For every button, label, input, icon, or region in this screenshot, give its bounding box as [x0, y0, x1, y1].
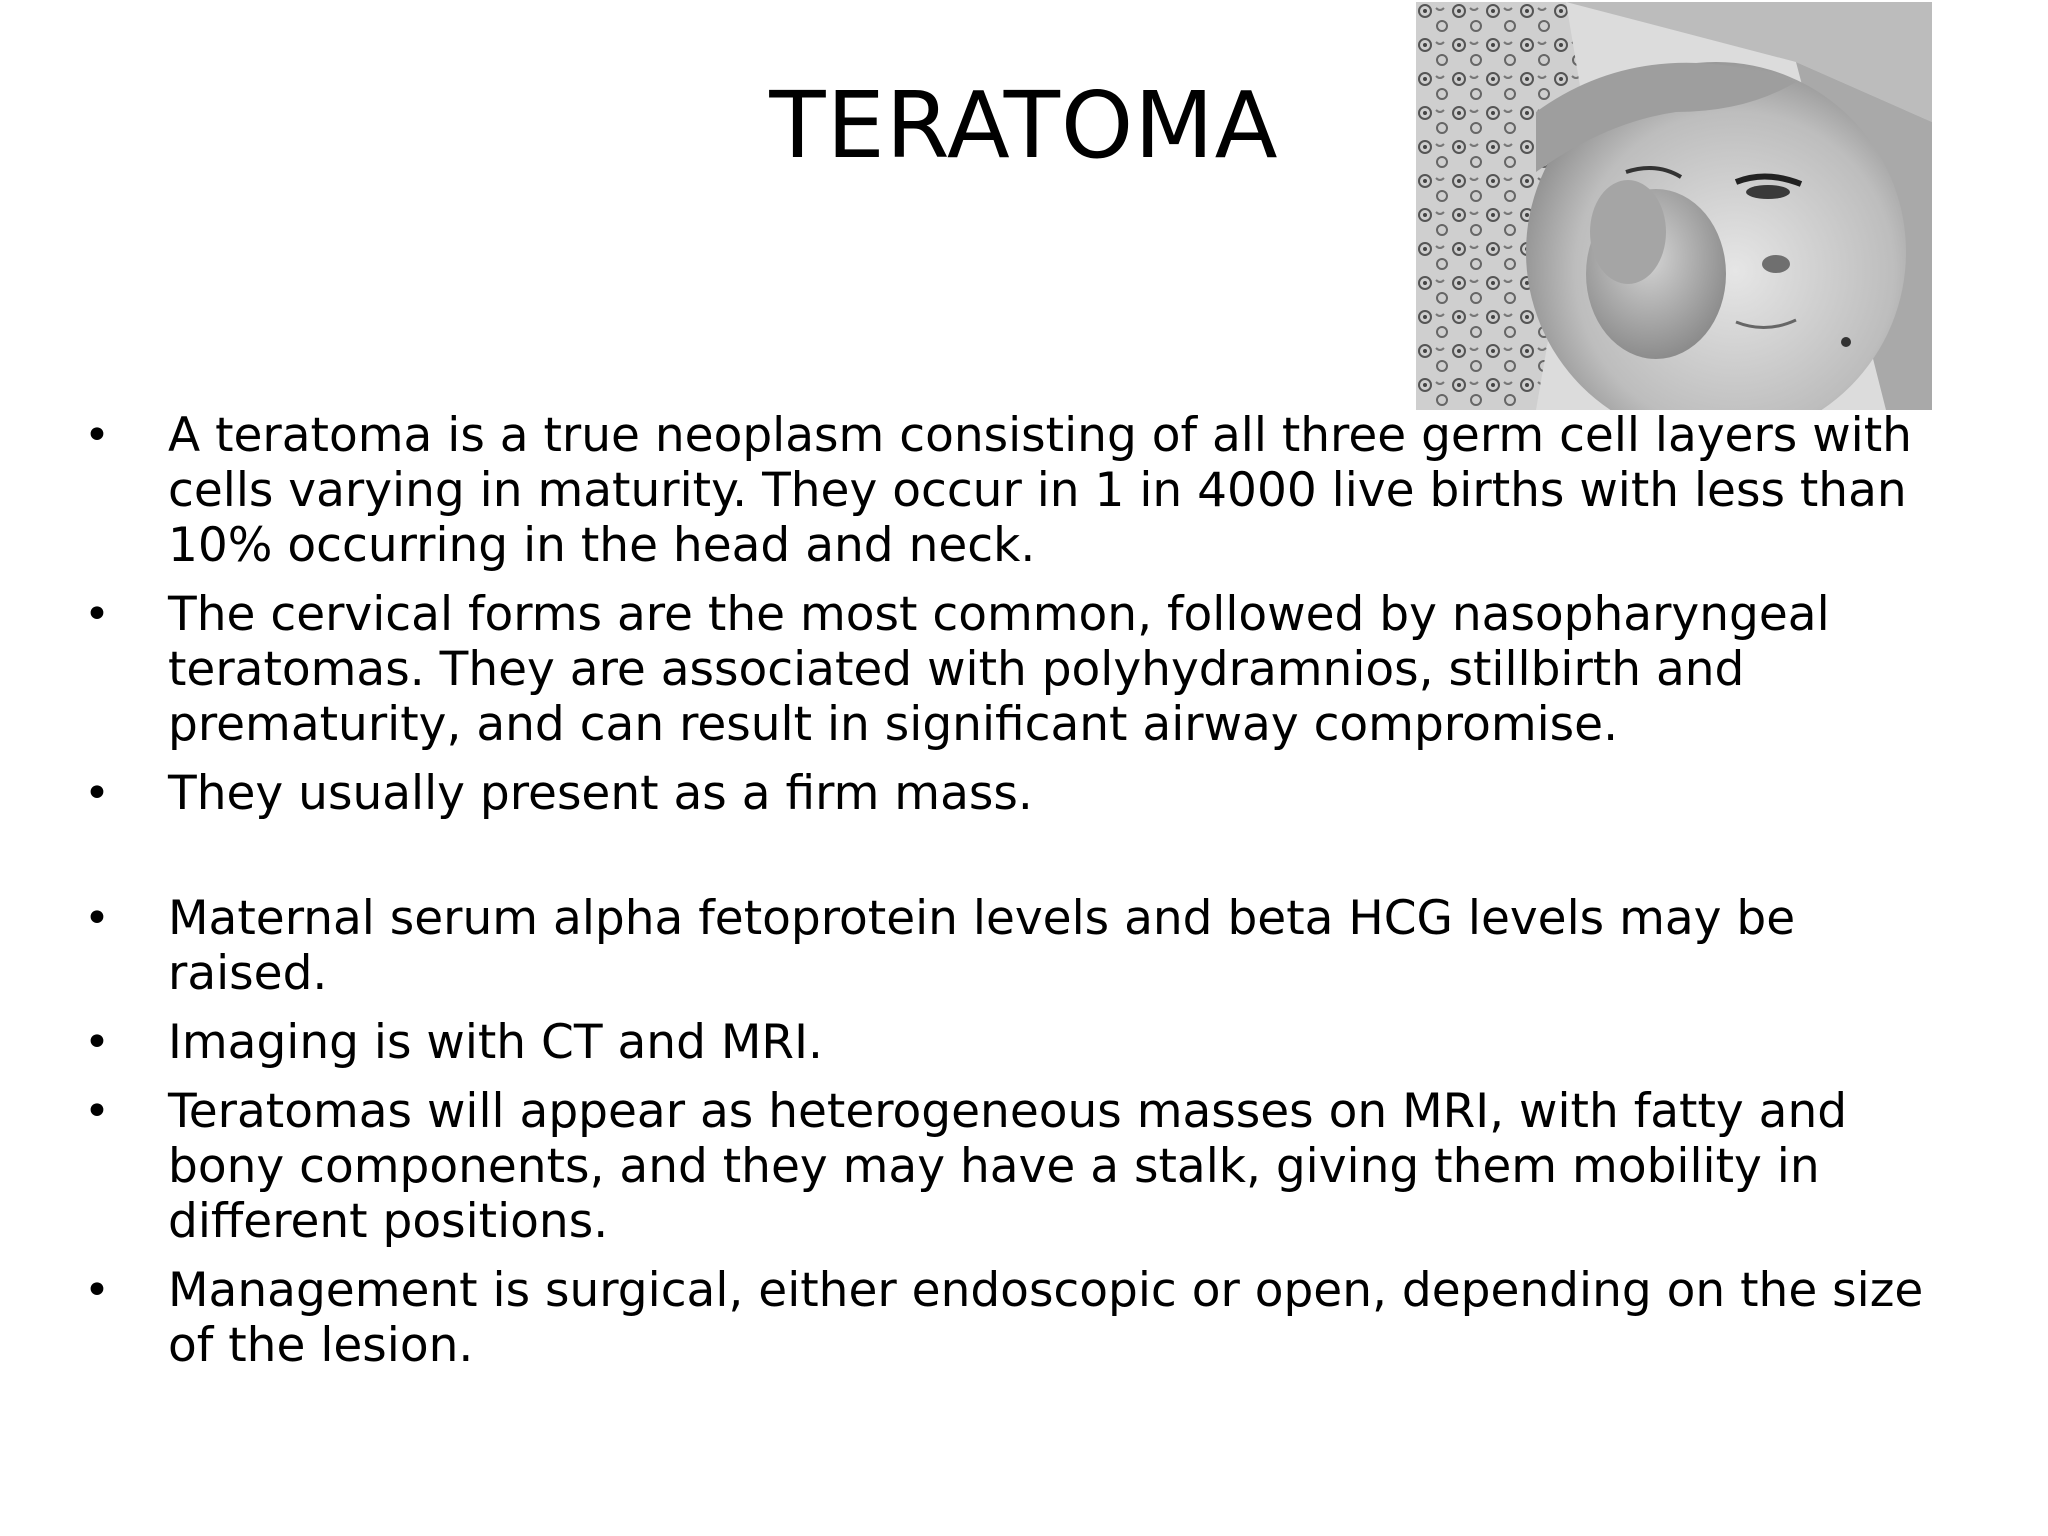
bullet-dot: •	[84, 768, 110, 819]
bullet-text: They usually present as a firm mass.	[168, 766, 1033, 821]
bullet-dot: •	[84, 893, 110, 944]
bullet-text: Imaging is with CT and MRI.	[168, 1015, 823, 1070]
bullet-text: Teratomas will appear as heterogeneous masses on MRI, with fatty and bony components, and they may have a stalk, giving them mobility in different positions.	[168, 1084, 1848, 1249]
bullet-dot: •	[84, 1265, 110, 1316]
bullet-text: The cervical forms are the most common, followed by nasopharyngeal teratomas. They are associated with polyhydramnios, stillbirth and prematurity, and can result in significant airway compromise.	[168, 587, 1830, 752]
list-item	[84, 891, 1964, 1001]
bullet-dot: •	[84, 1086, 110, 1137]
bullet-text: A teratoma is a true neoplasm consisting of all three germ cell layers with cells varying in maturity. They occur in 1 in 4000 live births with less than 10% occurring in the head and neck.	[168, 408, 1912, 573]
bullet-dot: •	[84, 589, 110, 640]
list-item	[84, 1084, 1964, 1249]
infant-photo-illustration	[1416, 2, 1932, 410]
list-item	[84, 587, 1964, 752]
bullet-dot: •	[84, 410, 110, 461]
bullet-text: Maternal serum alpha fetoprotein levels and beta HCG levels may be raised.	[168, 891, 1796, 1001]
list-item	[84, 766, 1964, 821]
list-item	[84, 408, 1964, 573]
infant-photo	[1416, 2, 1932, 410]
slide-title: TERATOMA	[769, 72, 1279, 179]
bullet-text: Management is surgical, either endoscopic or open, depending on the size of the lesion.	[168, 1263, 1924, 1373]
bullet-list	[84, 408, 1964, 1387]
bullet-dot: •	[84, 1017, 110, 1068]
list-item	[84, 1015, 1964, 1070]
list-item	[84, 1263, 1964, 1373]
